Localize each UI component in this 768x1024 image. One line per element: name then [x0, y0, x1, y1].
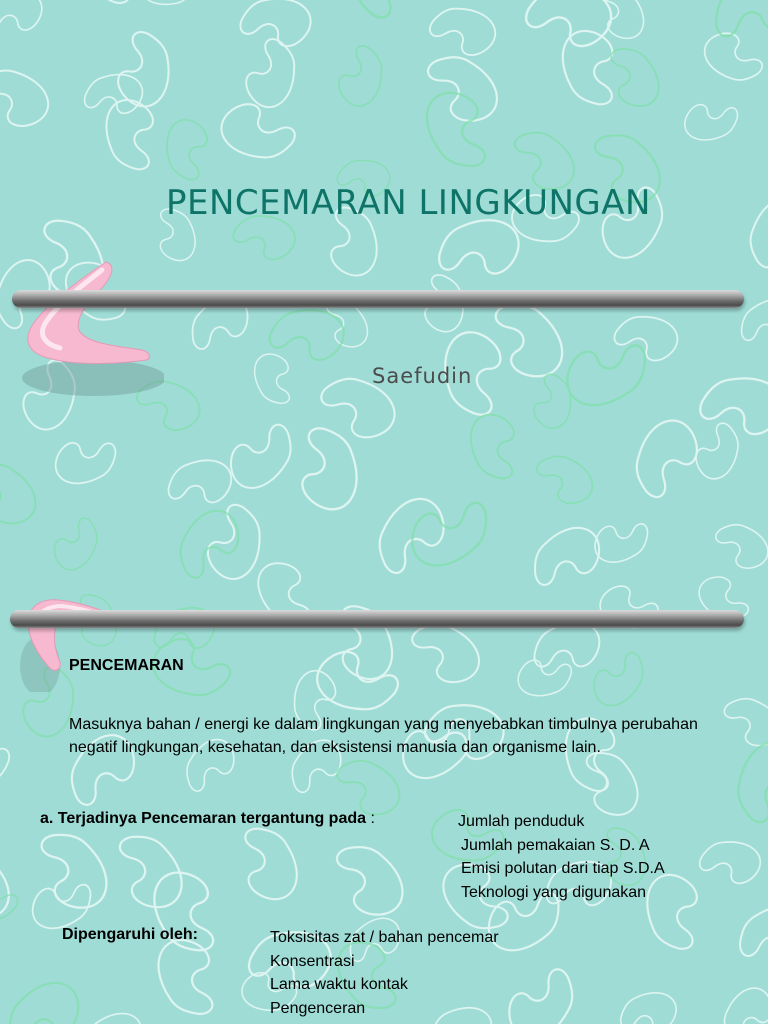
- divider-rod: [12, 290, 744, 308]
- influenced-label: Dipengaruhi oleh:: [62, 926, 198, 943]
- content-slide: [0, 560, 768, 1024]
- factors-separator: :: [366, 810, 375, 827]
- list-item: Pengenceran: [270, 999, 366, 1017]
- list-item: Toksisitas zat / bahan pencemar: [270, 929, 499, 946]
- factors-label-text: a. Terjadinya Pencemaran tergantung pada: [40, 810, 367, 827]
- factors-label: [40, 810, 375, 828]
- definition-text: Masuknya bahan / energi ke dalam lingkungan yang menyebabkan timbulnya perubahan negatif lingkungan, kesehatan, dan eksistensi manusia dan organisme lain.: [69, 716, 698, 756]
- list-item: Emisi polutan dari tiap S.D.A: [461, 860, 665, 877]
- list-item: Jumlah penduduk: [458, 813, 585, 830]
- factors-list: [458, 810, 665, 904]
- pink-boomerang-icon: [14, 256, 164, 406]
- list-item: Teknologi yang digunakan: [461, 883, 647, 901]
- list-item: Lama waktu kontak: [270, 976, 408, 993]
- divider-rod: [10, 610, 744, 628]
- slide-title: PENCEMARAN LINGKUNGAN: [166, 183, 651, 223]
- list-item: Konsentrasi: [270, 952, 355, 970]
- section-heading: PENCEMARAN: [69, 657, 184, 674]
- pink-boomerang-icon: [14, 582, 124, 692]
- list-item: Jumlah pemakaian S. D. A: [461, 836, 650, 854]
- author-name: Saefudin: [372, 364, 473, 388]
- influenced-list: [270, 926, 499, 1020]
